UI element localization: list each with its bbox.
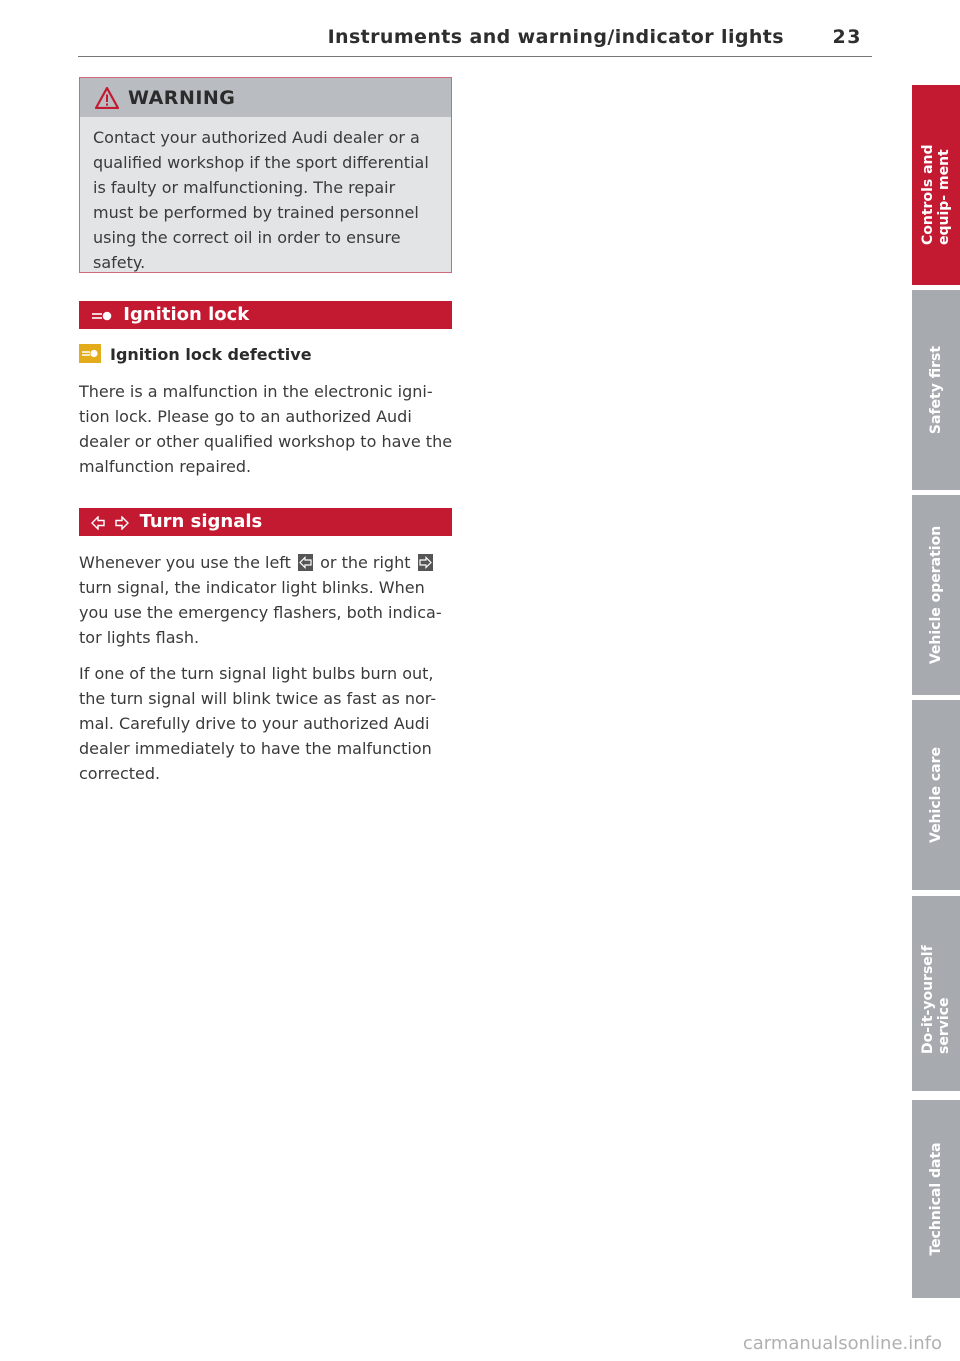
page-header xyxy=(78,22,872,57)
ignition-lock-text: There is a malfunction in the electronic igni- tion lock. Please go to an authorized Audi dealer or other qualified workshop to have the malfunction repaired. xyxy=(79,382,453,476)
bulb-failure-text: If one of the turn signal light bulbs burn out, the turn signal will blink twice as fast as nor- mal. Carefully drive to your authorized Audi dealer immediately to have the malfunction corrected. xyxy=(79,664,437,783)
ignition-lock-heading-text: Ignition lock xyxy=(123,304,250,325)
turn-signal-left-icon xyxy=(91,516,105,530)
right-indicator-icon xyxy=(418,554,433,571)
warning-header xyxy=(80,78,451,117)
chapter-title: Instruments and warning/indicator lights xyxy=(327,26,784,48)
tab-do-it-yourself-service[interactable] xyxy=(912,896,960,1091)
tab-label: Do-it-yourself service xyxy=(920,944,952,1054)
ignition-key-icon xyxy=(91,309,113,323)
ignition-key-warning-icon xyxy=(79,344,101,363)
tab-vehicle-care[interactable] xyxy=(912,700,960,890)
tab-vehicle-operation[interactable] xyxy=(912,495,960,695)
ignition-lock-subheading-text: Ignition lock defective xyxy=(110,345,312,364)
tab-label: Technical data xyxy=(928,1142,944,1256)
tab-label: Vehicle operation xyxy=(928,525,944,665)
tab-label: Vehicle care xyxy=(928,747,944,843)
tab-safety-first[interactable] xyxy=(912,290,960,490)
tab-label: Controls and equip- ment xyxy=(920,144,952,245)
warning-text: Contact your authorized Audi dealer or a qualified workshop if the sport differential is faulty or malfunctioning. The repair must be performed by trained personnel using the correct oil in order to ensure safety. xyxy=(93,128,429,272)
turn-signal-right-icon xyxy=(115,516,129,530)
footer-watermark[interactable]: carmanualsonline.info xyxy=(742,1333,942,1354)
left-indicator-icon xyxy=(298,554,313,571)
turn-signals-text xyxy=(79,550,457,650)
warning-triangle-icon xyxy=(95,87,119,109)
turn-signals-text-part1: Whenever you use the left xyxy=(79,553,291,572)
page-number: 23 xyxy=(832,26,862,48)
turn-signals-heading xyxy=(79,508,452,536)
turn-signals-text-part3: turn signal, the indicator light blinks. When you use the emergency flashers, both indica- tor lights flash. xyxy=(79,578,442,647)
warning-title: WARNING xyxy=(128,87,236,109)
ignition-lock-subheading xyxy=(79,344,312,364)
turn-signals-text-part2: or the right xyxy=(320,553,411,572)
ignition-lock-heading xyxy=(79,301,452,329)
warning-box xyxy=(79,77,452,273)
tab-technical-data[interactable] xyxy=(912,1100,960,1298)
tab-controls-and-equipment[interactable] xyxy=(912,85,960,285)
turn-signals-heading-text: Turn signals xyxy=(139,511,263,532)
tab-label: Safety first xyxy=(928,345,944,435)
